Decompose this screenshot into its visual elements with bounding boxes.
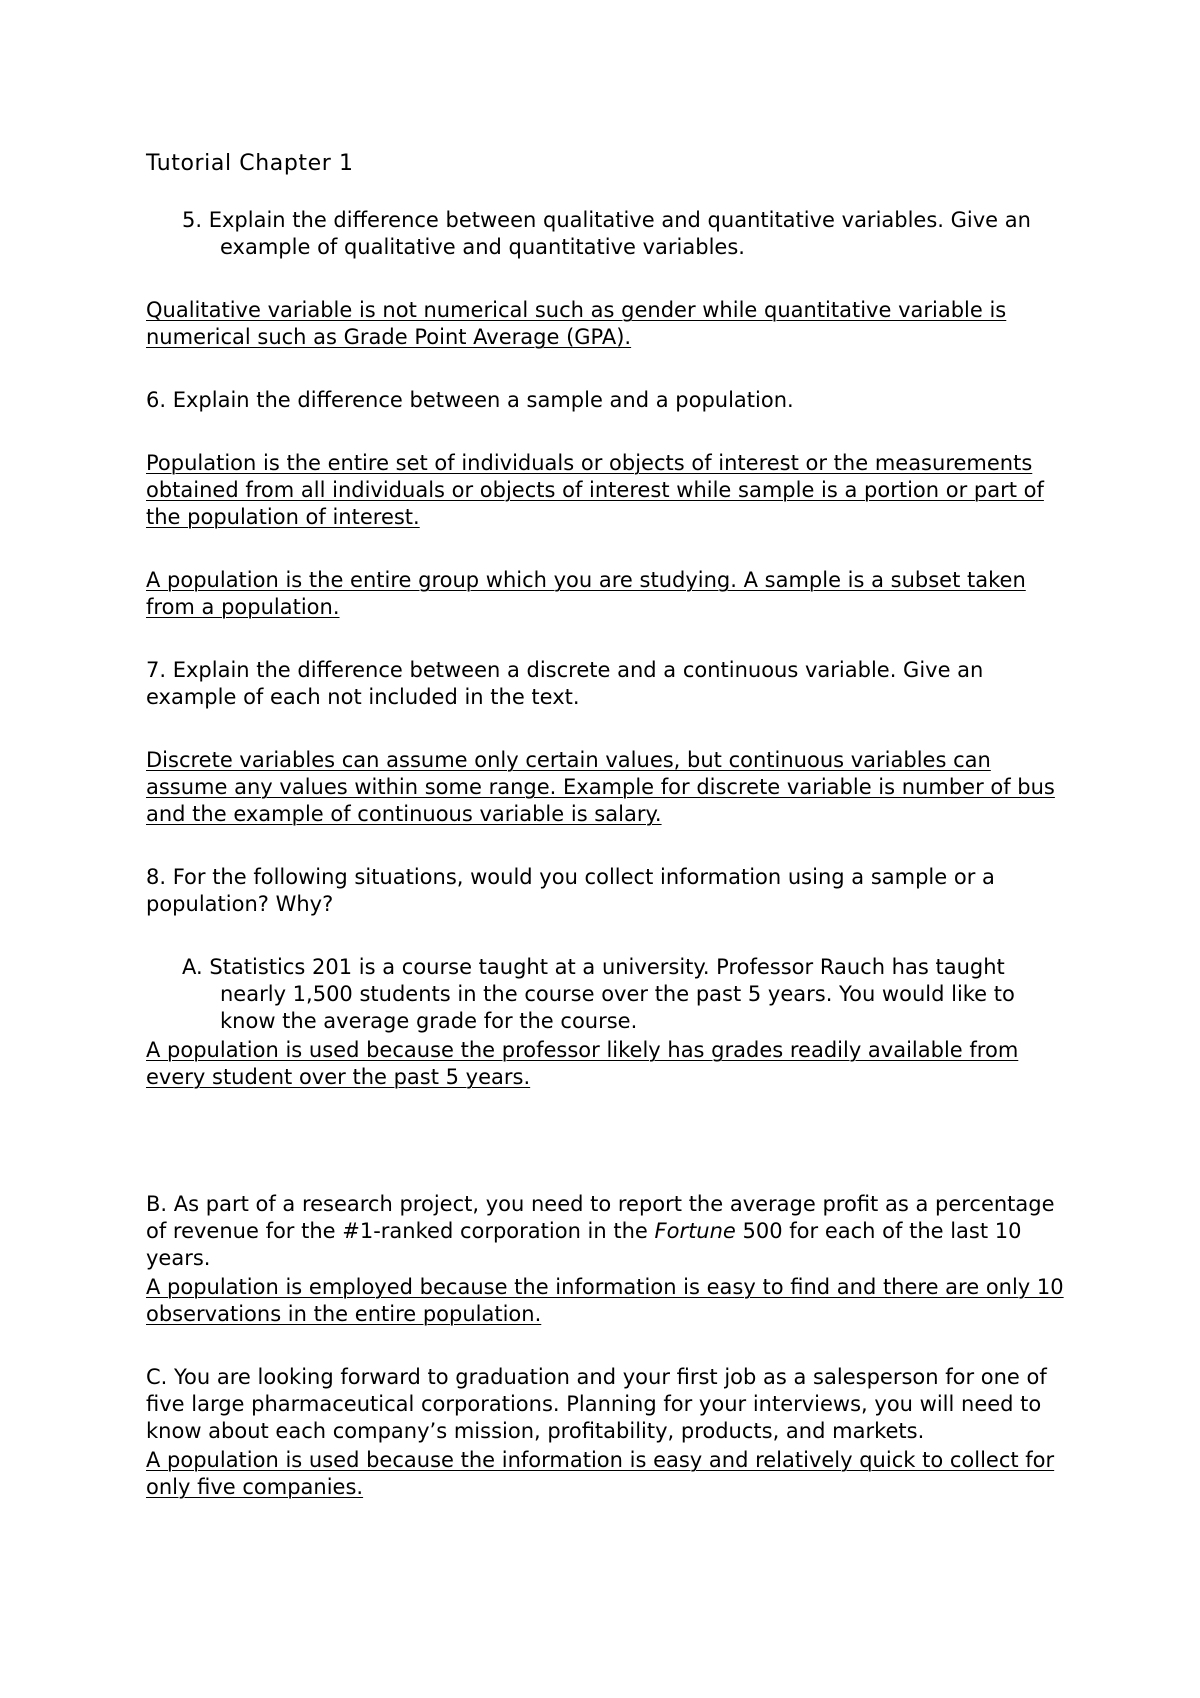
question-8b-text-end: 500 for each of the last 10 years. (146, 1219, 1022, 1270)
answer-8b: A population is employed because the information is easy to find and there are only 10 observations in the entire population. (146, 1275, 1064, 1326)
question-8a (146, 954, 1066, 1035)
question-8b-text-italic: Fortune (654, 1219, 736, 1243)
question-8b-text-start: B. As part of a research project, you need to report the average profit as a percentage of revenue for the #1-ranked corporation in the (146, 1192, 1055, 1243)
document-page (146, 146, 1066, 1501)
answer-5: Qualitative variable is not numerical such as gender while quantitative variable is numerical such as Grade Point Average (GPA). (146, 298, 1007, 349)
question-6: 6. Explain the difference between a sample and a population. (146, 388, 794, 412)
question-8c: C. You are looking forward to graduation and your first job as a salesperson for one of five large pharmaceutical corporations. Planning for your interviews, you will need to know about each company’s mission, profitability, products, and markets. (146, 1365, 1047, 1443)
question-8a-number: A. (182, 955, 203, 979)
document-title: Tutorial Chapter 1 (146, 151, 354, 176)
answer-7: Discrete variables can assume only certain values, but continuous variables can assume any values within some range. Example for discrete variable is number of bus and the example of continuous variable is salary. (146, 748, 1055, 826)
answer-8c: A population is used because the information is easy and relatively quick to collect for only five companies. (146, 1448, 1055, 1499)
answer-6-part-1: Population is the entire set of individuals or objects of interest or the measurements obtained from all individuals or objects of interest while sample is a portion or part of the population of interest. (146, 451, 1044, 529)
question-5-text: Explain the difference between qualitative and quantitative variables. Give an example of qualitative and quantitative variables. (208, 208, 1031, 259)
question-8: 8. For the following situations, would you collect information using a sample or a population? Why? (146, 865, 995, 916)
question-5 (146, 207, 1066, 261)
question-5-number: 5. (182, 208, 203, 232)
answer-6-part-2: A population is the entire group which you are studying. A sample is a subset taken from a population. (146, 568, 1026, 619)
question-8b (146, 1191, 1066, 1272)
question-7: 7. Explain the difference between a discrete and a continuous variable. Give an example of each not included in the text. (146, 658, 984, 709)
answer-8a: A population is used because the professor likely has grades readily available from every student over the past 5 years. (146, 1038, 1019, 1089)
question-8a-text: Statistics 201 is a course taught at a university. Professor Rauch has taught nearly 1,500 students in the course over the past 5 years. You would like to know the average grade for the course. (209, 955, 1015, 1033)
